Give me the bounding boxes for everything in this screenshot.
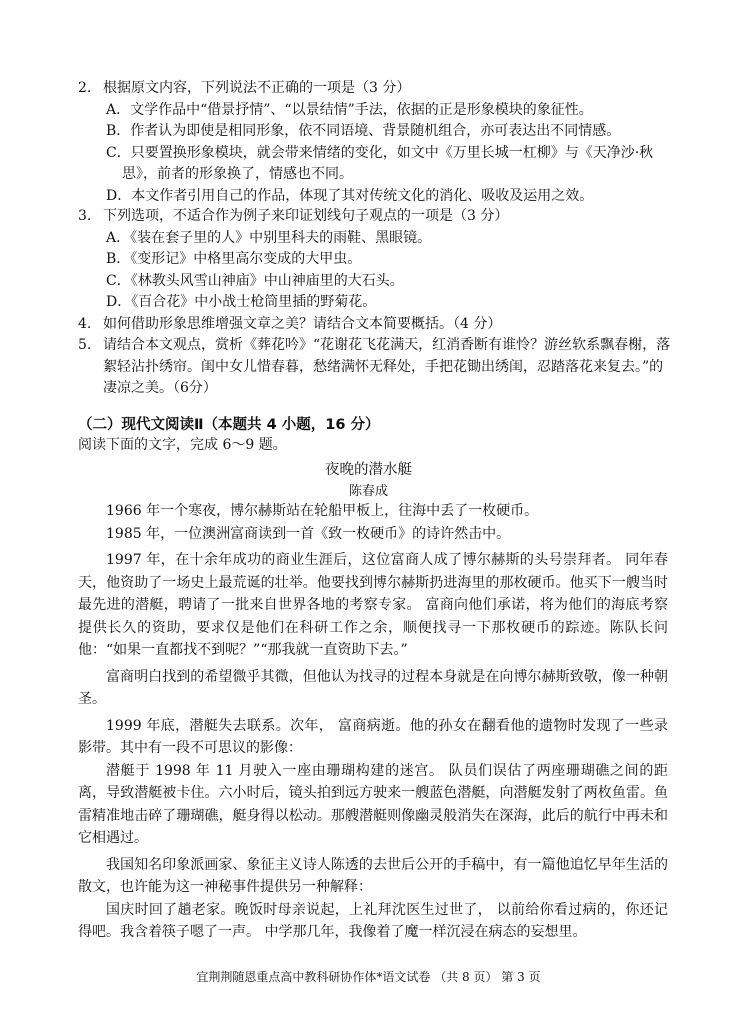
question-number: 3. xyxy=(78,208,92,224)
article-title: 夜晚的潜水艇 xyxy=(325,462,412,478)
article-paragraph: 1985 年，一位澳洲富商读到一首《致一枚硬币》的诗许然击中。 xyxy=(106,525,511,542)
question-number: 2. xyxy=(78,80,92,96)
question-stem: 如何借助形象思维增强文章之美？请结合文本简要概括。（4 分） xyxy=(103,316,502,332)
article-paragraph: 1999 年底，潜艇失去联系。次年， 富商病逝。他的孙女在翻看他的遗物时发现了一些录影带。其中有一段不可思议的影像： xyxy=(78,717,668,756)
question-stem: 根据原文内容，下列说法不正确的一项是（3 分） xyxy=(103,80,411,96)
article-paragraph: 我国知名印象派画家、象征主义诗人陈透的去世后公开的手稿中，有一篇他追忆早年生活的散文，也许能为这一神秘事件提供另一种解释： xyxy=(78,856,668,895)
option-a: A．文学作品中“借景抒情”、“以景结情”手法，依据的正是形象模块的象征性。 xyxy=(106,101,593,118)
option-b: B．作者认为即使是相同形象，依不同语境、背景随机组合，亦可表达出不同情感。 xyxy=(106,123,621,139)
question-stem: 下列选项，不适合作为例子来印证划线句子观点的一项是（3 分） xyxy=(103,208,509,224)
article-paragraph: 富商明白找到的希望微乎其微，但他认为找寻的过程本身就是在向博尔赫斯致敬，像一种朝圣。 xyxy=(78,668,668,707)
section-instruction: 阅读下面的文字，完成 6～9 题。 xyxy=(78,437,287,453)
section-title: （二）现代文阅读Ⅱ（本题共 4 小题，16 分） xyxy=(78,417,380,433)
question-stem: 请结合本文观点，赏析《葬花吟》“花谢花飞花满天，红消香断有谁怜？游丝软系飘春榭，落絮轻沾扑绣帘。闺中女儿惜春暮，愁绪满怀无释处，手把花锄出绣闺，忍踏落花来复去。”的凄凉之美。（6分） xyxy=(103,337,671,396)
question-number: 5. xyxy=(78,337,92,353)
question-2 xyxy=(78,78,677,207)
option-d: D．本文作者引用自己的作品，体现了其对传统文化的消化、吸收及运用之效。 xyxy=(106,187,594,204)
article-paragraph: 国庆时回了趟老家。晚饭时母亲说起，上礼拜沈医生过世了， 以前给你看过病的，你还记得吧。我含着筷子嗯了一声。 中学那几年，我像着了魔一样沉浸在病态的妄想里。 xyxy=(78,901,668,940)
question-3 xyxy=(78,206,677,314)
question-number: 4. xyxy=(78,316,92,332)
option-b: B．《变形记》中格里高尔变成的大甲虫。 xyxy=(106,251,362,267)
option-c: C．只要置换形象模块，就会带来情绪的变化，如文中《万里长城一杠柳》与《天净沙·秋思》，前者的形象换了，情感也不同。 xyxy=(106,144,654,182)
option-c: C．《林教头风雪山神庙》中山神庙里的大石头。 xyxy=(106,272,404,289)
article-body xyxy=(78,500,668,944)
question-5 xyxy=(78,335,677,400)
option-a: A．《装在套子里的人》中别里科夫的雨鞋、黑眼镜。 xyxy=(106,229,432,246)
page-footer: 宜荆荆随恩重点高中教科研协作体*语文试卷 （共 8 页） 第 3 页 xyxy=(196,970,541,984)
question-4 xyxy=(78,314,677,336)
article-paragraph: 1966 年一个寒夜，博尔赫斯站在轮船甲板上，往海中丢了一枚硬币。 xyxy=(106,503,539,519)
option-d: D．《百合花》中小战士枪筒里插的野菊花。 xyxy=(106,294,377,310)
article-author: 陈春成 xyxy=(348,484,388,499)
article-paragraph: 潜艇于 1998 年 11 月驶入一座由珊瑚构建的迷宫。 队员们误估了两座珊瑚礁之间的距离，导致潜艇被卡住。六小时后，镜头拍到远方驶来一艘蓝色潜艇，向潜艇发射了两枚鱼雷。鱼雷精准地击碎了珊瑚礁，艇身得以松动。那艘潜艇则像幽灵般消失在深海，此后的航行中再未和它相遇过。 xyxy=(78,762,668,846)
article-paragraph: 1997 年，在十余年成功的商业生涯后，这位富商人成了博尔赫斯的头号崇拜者。 同年春天，他资助了一场史上最荒诞的壮举。他要找到博尔赫斯扔进海里的那枚硬币。他买下一艘当时最先进的潜艇，聘请了一批来自世界各地的考察专家。 富商向他们承诺，将为他们的海底考察提供长久的资助，要求仅是他们在科研工作之余，顺便找寻一下那枚硬币的踪迹。陈队长问他：“如果一直都找不到呢？”“那我就一直资助下去。” xyxy=(78,552,668,658)
